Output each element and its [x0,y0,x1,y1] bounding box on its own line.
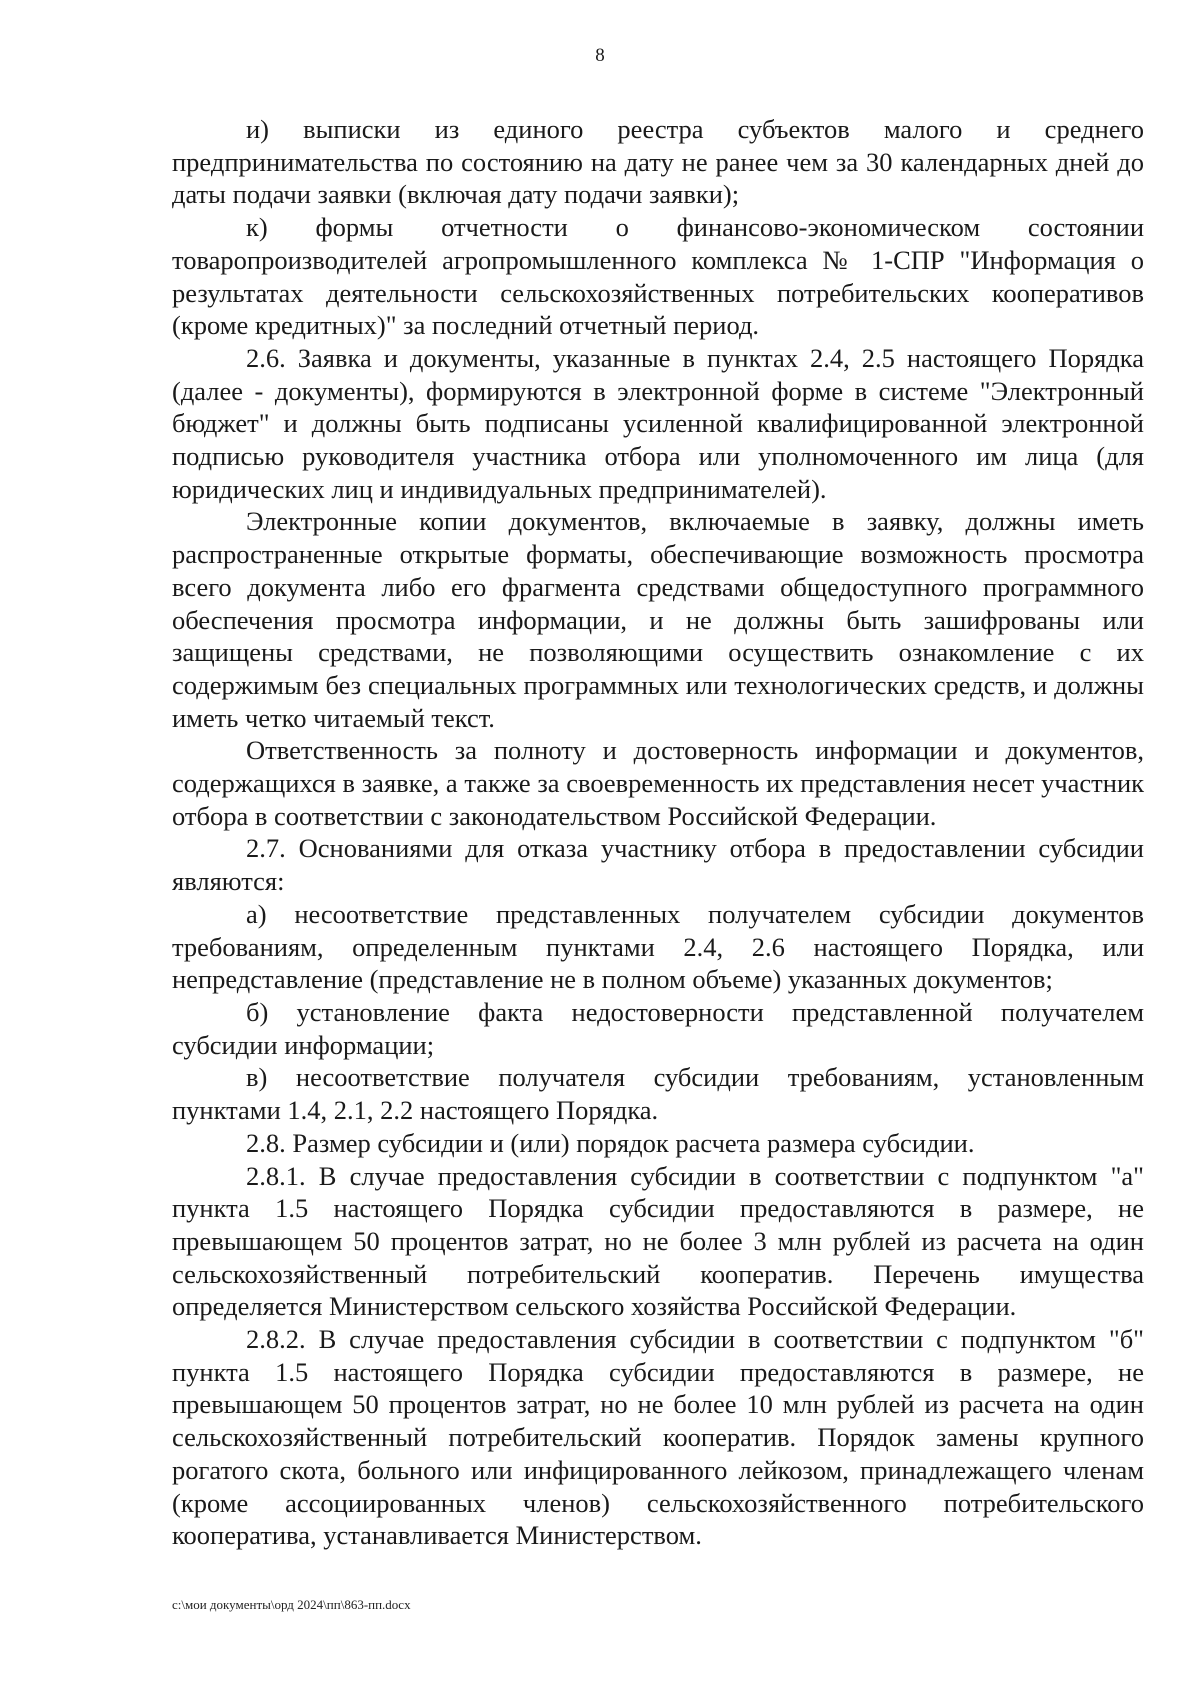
document-body [172,113,1144,1552]
footer-file-path: c:\мои документы\орд 2024\пп\863-пп.docx [172,1597,411,1612]
paragraph-2-8: 2.8. Размер субсидии и (или) порядок расчета размера субсидии. [246,1127,975,1158]
paragraph-item-k: к) формы отчетности о финансово-экономическом состоянии товаропроизводителей агропромышленного комплекса № 1-СПР "Информация о результатах деятельности сельскохозяйственных потребительских кооперативов (кроме кредитных)" за последний отчетный период. [172,212,1144,341]
paragraph-item-i: и) выписки из единого реестра субъектов малого и среднего предпринимательства по состоянию на дату не ранее чем за 30 календарных дней до даты подачи заявки (включая дату подачи заявки); [172,114,1144,210]
paragraph-item-v: в) несоответствие получателя субсидии требованиям, установленным пунктами 1.4, 2.1, 2.2 настоящего Порядка. [172,1062,1144,1126]
paragraph-2-8-2: 2.8.2. В случае предоставления субсидии в соответствии с подпунктом "б" пункта 1.5 настоящего Порядка субсидии предоставляются в размере, не превышающем 50 процентов затрат, но не более 10 млн рублей из расчета на один сельскохозяйственный потребительский кооператив. Порядок замены крупного рогатого скота, больного или инфицированного лейкозом, принадлежащего членам (кроме ассоциированных членов) сельскохозяйственного потребительского кооператива, устанавливается Министерством. [172,1324,1144,1551]
paragraph-2-7: 2.7. Основаниями для отказа участнику отбора в предоставлении субсидии являются: [172,833,1144,897]
paragraph-responsibility: Ответственность за полноту и достоверность информации и документов, содержащихся в заявке, а также за своевременность их представления несет участник отбора в соответствии с законодательством Российской Федерации. [172,735,1144,831]
paragraph-item-a: а) несоответствие представленных получателем субсидии документов требованиям, определенным пунктами 2.4, 2.6 настоящего Порядка, или непредставление (представление не в полном объеме) указанных документов; [172,898,1144,995]
paragraph-item-b: б) установление факта недостоверности представленной получателем субсидии информации; [172,996,1144,1060]
page-number: 8 [595,45,605,66]
paragraph-2-6: 2.6. Заявка и документы, указанные в пунктах 2.4, 2.5 настоящего Порядка (далее - документы), формируются в электронной форме в системе "Электронный бюджет" и должны быть подписаны усиленной квалифицированной электронной подписью руководителя участника отбора или уполномоченного им лица (для юридических лиц и индивидуальных предпринимателей). [172,342,1144,504]
paragraph-electronic-copies: Электронные копии документов, включаемые в заявку, должны иметь распространенные открытые форматы, обеспечивающие возможность просмотра всего документа либо его фрагмента средствами общедоступного программного обеспечения просмотра информации, и не должны быть зашифрованы или защищены средствами, не позволяющими осуществить ознакомление с их содержимым без специальных программных или технологических средств, и должны иметь четко читаемый текст. [172,506,1144,733]
paragraph-2-8-1: 2.8.1. В случае предоставления субсидии в соответствии с подпунктом "а" пункта 1.5 настоящего Порядка субсидии предоставляются в размере, не превышающем 50 процентов затрат, но не более 3 млн рублей из расчета на один сельскохозяйственный потребительский кооператив. Перечень имущества определяется Министерством сельского хозяйства Российской Федерации. [172,1160,1144,1322]
